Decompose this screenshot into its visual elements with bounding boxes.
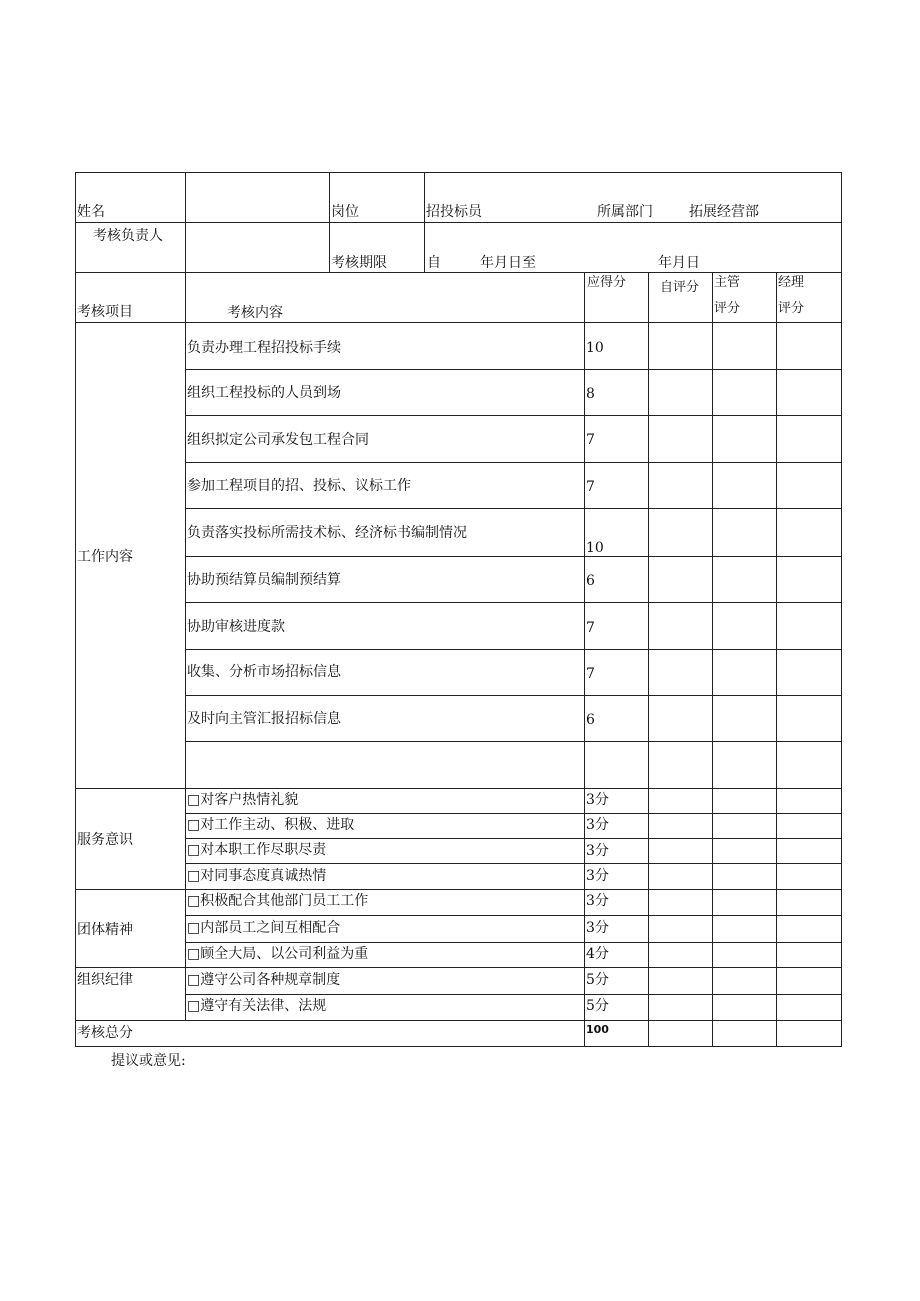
work-item-score: 7 [586, 666, 595, 682]
rule [75, 1020, 842, 1021]
work-item-score: 7 [586, 620, 595, 636]
work-item-score: 10 [586, 340, 604, 356]
rule [712, 272, 713, 1047]
rule [75, 967, 842, 968]
position-value: 招投标员 [426, 204, 482, 220]
work-item-score: 7 [586, 479, 595, 495]
rule [185, 942, 842, 943]
rule [75, 272, 842, 273]
department-value: 拓展经营部 [689, 204, 759, 220]
service-item: □对本职工作尽职尽责 [187, 842, 327, 858]
col-standard-score-header: 应得分 [587, 275, 627, 290]
rule [185, 556, 842, 557]
rule [648, 272, 649, 1047]
work-item: 协助预结算员编制预结算 [187, 572, 341, 588]
rule [185, 649, 842, 650]
work-item: 收集、分析市场招标信息 [187, 664, 341, 680]
work-item-score: 6 [586, 712, 595, 728]
service-item-score: 3分 [586, 843, 609, 859]
service-item: □对同事态度真诚热情 [187, 868, 327, 884]
service-item: □对客户热情礼貌 [187, 792, 299, 808]
discipline-item-score: 5分 [586, 998, 609, 1014]
rule [185, 838, 842, 839]
work-item-score: 10 [586, 540, 604, 556]
rule [185, 915, 842, 916]
department-label: 所属部门 [597, 204, 653, 220]
period-start-date: 年月日至 [480, 255, 536, 271]
team-item: □积极配合其他部门员工工作 [187, 893, 369, 909]
work-item: 及时向主管汇报招标信息 [187, 711, 341, 727]
rule [185, 813, 842, 814]
service-section-label: 服务意识 [77, 832, 133, 848]
rule [185, 415, 842, 416]
work-item: 协助审核进度款 [187, 619, 285, 635]
team-item-score: 3分 [586, 920, 609, 936]
service-item-score: 3分 [586, 868, 609, 884]
rule [776, 272, 777, 1047]
rule [185, 994, 842, 995]
rule [75, 1046, 842, 1047]
rule [185, 508, 842, 509]
col-supervisor-header-line1: 主管 [714, 275, 741, 290]
name-label: 姓名 [77, 204, 105, 220]
position-label: 岗位 [331, 204, 359, 220]
period-from: 自 [427, 255, 441, 271]
work-section-label: 工作内容 [77, 549, 133, 565]
total-label: 考核总分 [77, 1025, 133, 1041]
work-item: 组织工程投标的人员到场 [187, 385, 341, 401]
team-item: □顾全大局、以公司利益为重 [187, 946, 369, 962]
team-item-score: 4分 [586, 946, 609, 962]
col-self-score-header: 自评分 [660, 280, 700, 295]
work-item-score: 7 [586, 432, 595, 448]
team-item-score: 3分 [586, 893, 609, 909]
rule [185, 462, 842, 463]
rule [584, 272, 585, 1047]
work-item-score: 8 [586, 386, 595, 402]
rule [185, 602, 842, 603]
rule [185, 695, 842, 696]
work-item: 参加工程项目的招、投标、议标工作 [187, 478, 411, 494]
discipline-item: □遵守有关法律、法规 [187, 998, 327, 1014]
service-item-score: 3分 [586, 817, 609, 833]
team-section-label: 团体精神 [77, 922, 133, 938]
col-content-header: 考核内容 [227, 305, 283, 321]
suggestion-label: 提议或意见: [111, 1053, 186, 1069]
rule [185, 741, 842, 742]
work-item: 负责落实投标所需技术标、经济标书编制情况 [187, 525, 467, 541]
rule [841, 172, 842, 1047]
discipline-section-label: 组织纪律 [77, 972, 133, 988]
work-item: 负责办理工程招投标手续 [187, 340, 341, 356]
team-item: □内部员工之间互相配合 [187, 920, 341, 936]
rule [329, 172, 330, 272]
rule [185, 369, 842, 370]
rule [75, 788, 842, 789]
rule [75, 172, 76, 1047]
total-score: 100 [586, 1023, 609, 1036]
col-item-header: 考核项目 [77, 304, 133, 320]
discipline-item-score: 5分 [586, 972, 609, 988]
rule [185, 172, 186, 1020]
rule [75, 322, 842, 323]
work-item-score: 6 [586, 573, 595, 589]
col-manager-header-line1: 经理 [778, 275, 805, 290]
work-item: 组织拟定公司承发包工程合同 [187, 432, 369, 448]
rule [75, 222, 842, 223]
discipline-item: □遵守公司各种规章制度 [187, 972, 341, 988]
rule [75, 889, 842, 890]
reviewer-label: 考核负责人 [93, 228, 163, 244]
service-item: □对工作主动、积极、进取 [187, 817, 355, 833]
rule [424, 172, 425, 272]
rule [75, 172, 842, 173]
col-manager-header-line2: 评分 [778, 301, 805, 316]
period-label: 考核期限 [331, 255, 387, 271]
rule [185, 863, 842, 864]
period-end-date: 年月日 [658, 255, 700, 271]
service-item-score: 3分 [586, 792, 609, 808]
col-supervisor-header-line2: 评分 [714, 301, 741, 316]
